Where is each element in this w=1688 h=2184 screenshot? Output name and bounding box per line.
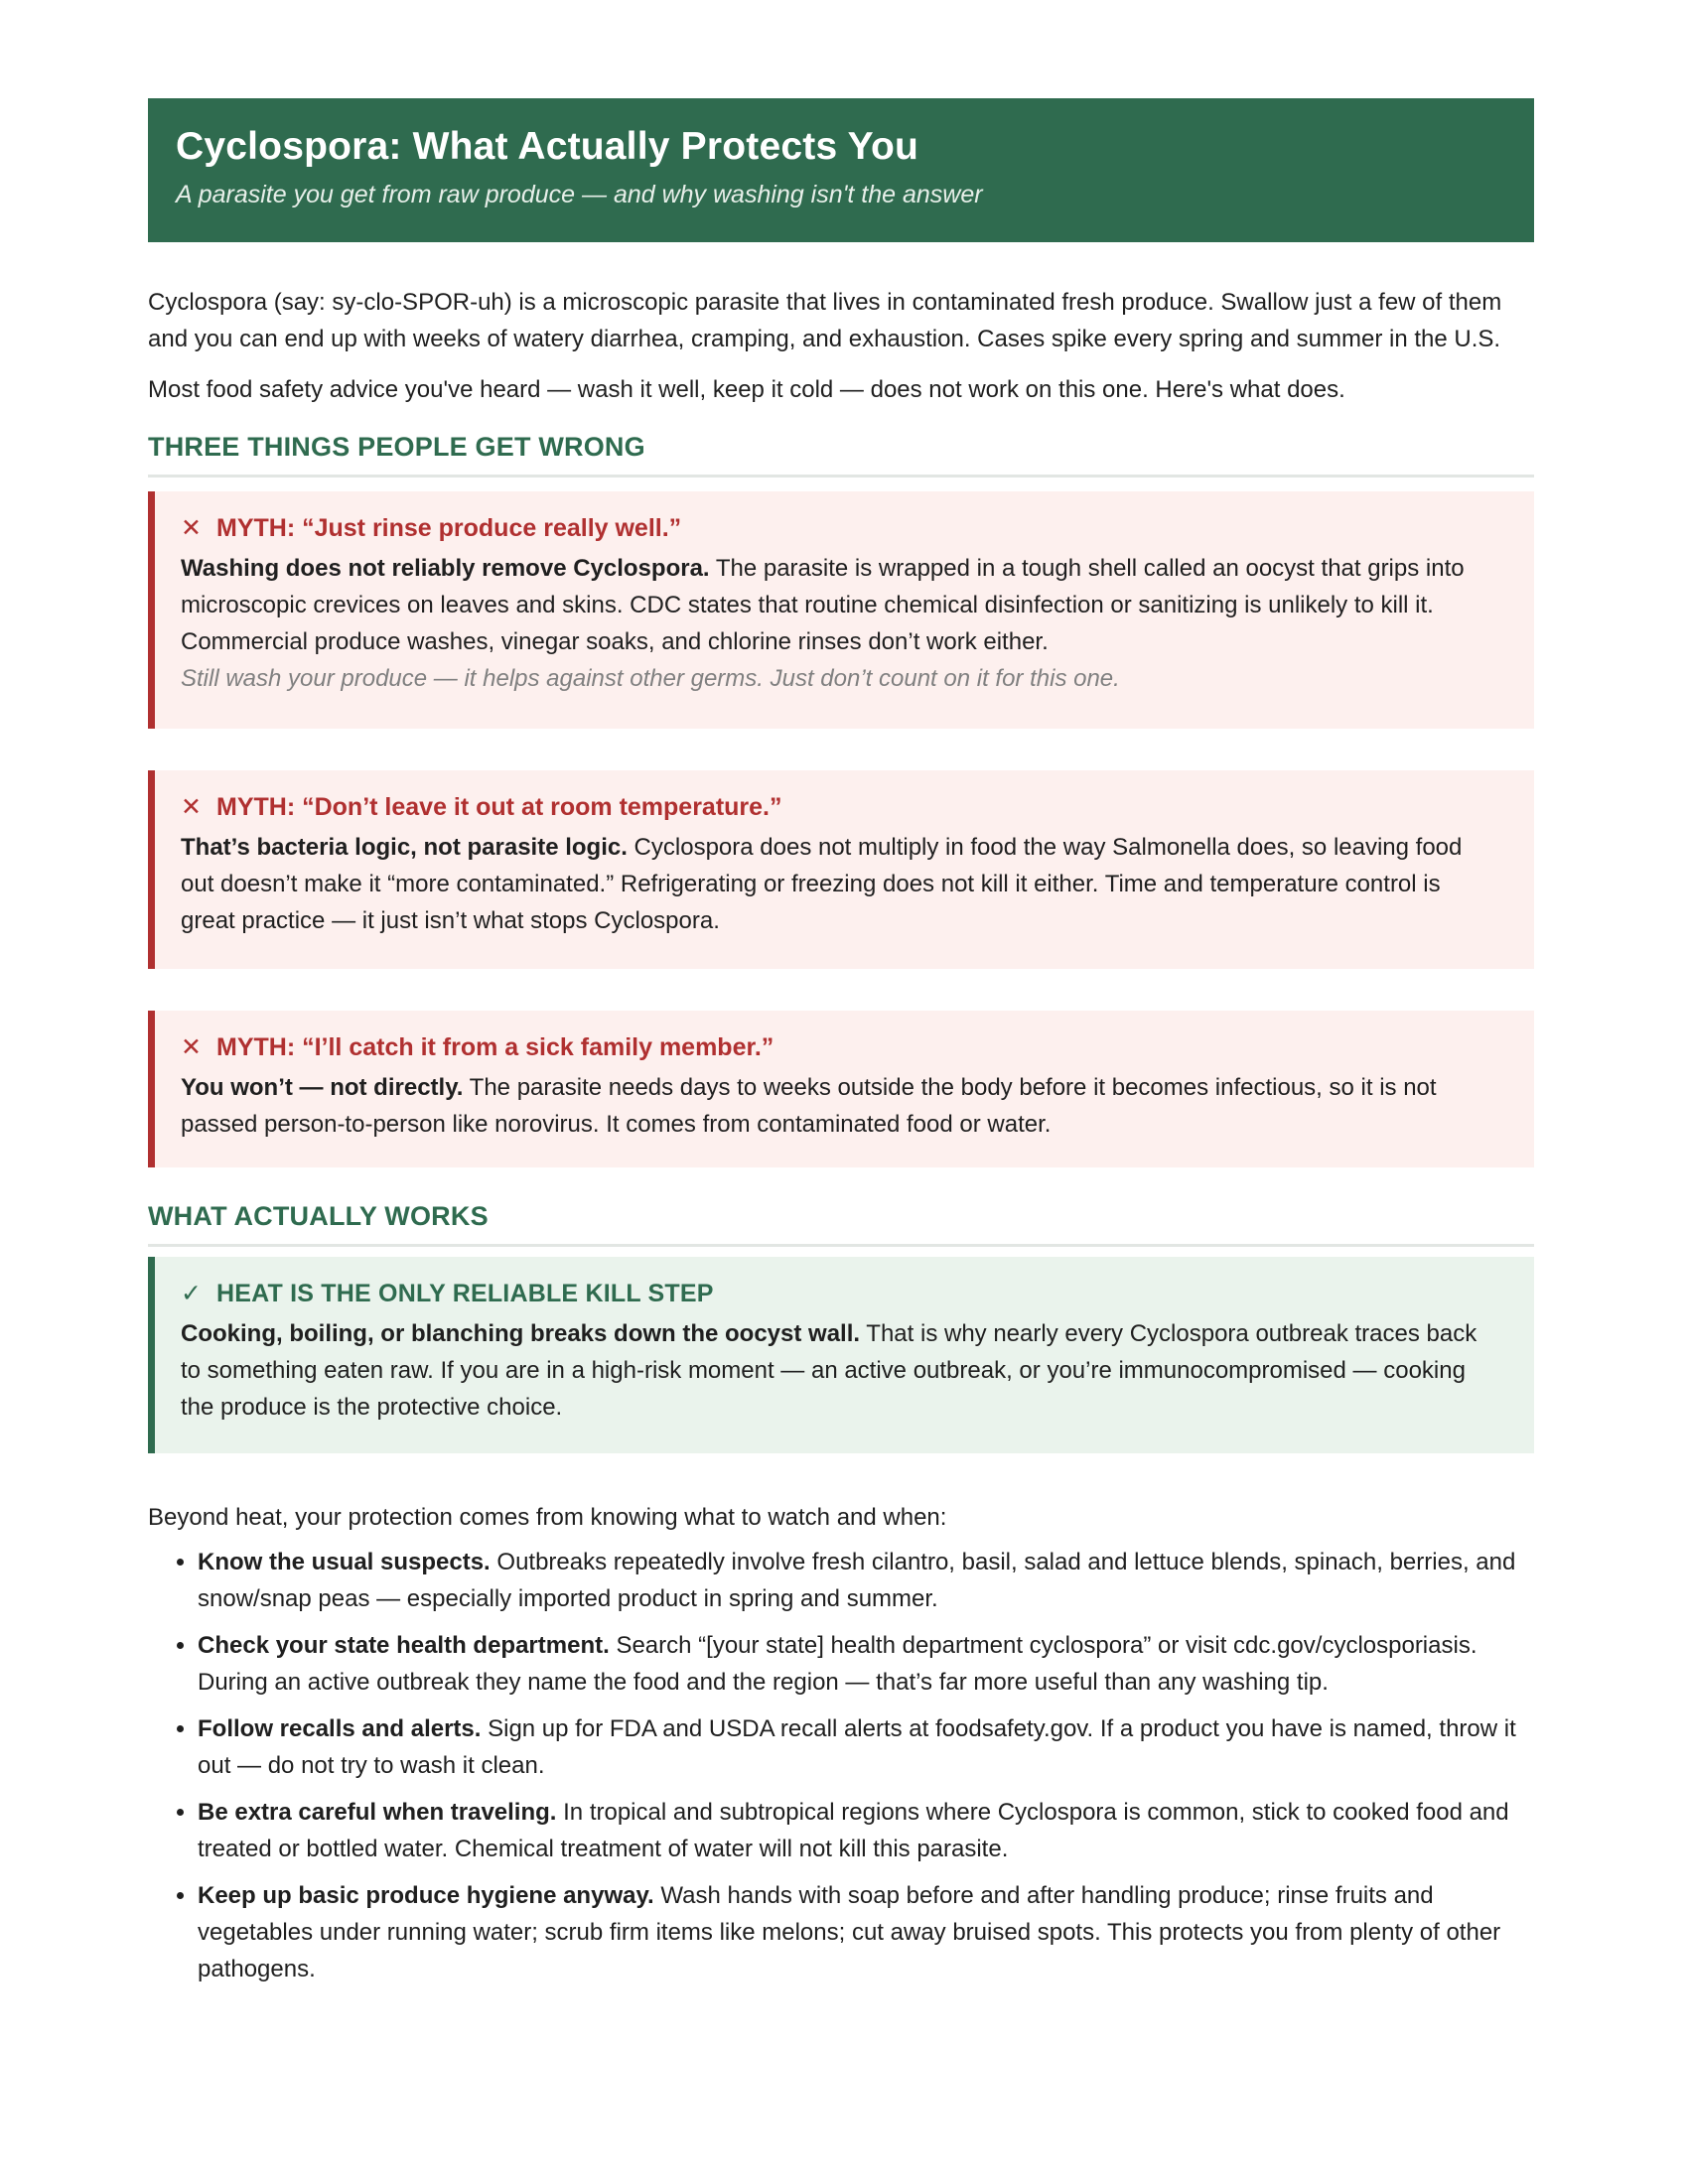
list-item-text: In tropical and subtropical regions where Cyclospora is common, stick to cooked food and treated or bottled water. Chemical treatment of water will not kill this parasite. bbox=[198, 1799, 1509, 1862]
fact-body bbox=[181, 1315, 1498, 1426]
fact-lead: Cooking, boiling, or blanching breaks down the oocyst wall. bbox=[181, 1320, 861, 1347]
list-item-lead: Be extra careful when traveling. bbox=[198, 1799, 557, 1826]
myth-note-1: Still wash your produce — it helps against other germs. Just don’t count on it for this one. bbox=[181, 665, 1120, 692]
myth-callout-1 bbox=[148, 491, 1534, 729]
list-item-lead: Follow recalls and alerts. bbox=[198, 1715, 482, 1742]
list-item-text: Wash hands with soap before and after handling produce; rinse fruits and vegetables under running water; scrub firm items like melons; cut away bruised spots. This protects you from plenty of other pathogens. bbox=[198, 1882, 1501, 1982]
list-item-lead: Check your state health department. bbox=[198, 1632, 610, 1659]
list-item-text: Sign up for FDA and USDA recall alerts at foodsafety.gov. If a product you have is named, throw it out — do not try to wash it clean. bbox=[198, 1715, 1516, 1779]
myth-body-2 bbox=[181, 829, 1498, 939]
myth-callout-3 bbox=[148, 1011, 1534, 1167]
protection-list bbox=[148, 1544, 1534, 1987]
cross-icon: ✕ bbox=[181, 793, 202, 821]
myth-title-text-2: MYTH: “Don’t leave it out at room temperature.” bbox=[216, 793, 782, 821]
page-title: Cyclospora: What Actually Protects You bbox=[176, 125, 919, 168]
fact-callout bbox=[148, 1257, 1534, 1453]
document-page bbox=[148, 98, 1534, 1997]
fact-title-text: HEAT IS THE ONLY RELIABLE KILL STEP bbox=[216, 1280, 714, 1307]
intro bbox=[148, 284, 1534, 408]
intro-paragraph-1: Cyclospora (say: sy-clo-SPOR-uh) is a microscopic parasite that lives in contaminated fresh produce. Swallow just a few of them and you can end up with weeks of watery diarrhea, cramping, and exhaustion. Cases spike every spring and summer in the U.S. bbox=[148, 289, 1502, 352]
list-item bbox=[198, 1877, 1534, 1987]
fact-text: That is why nearly every Cyclospora outbreak traces back to something eaten raw. If you are in a high-risk moment — an active outbreak, or you’re immunocompromised — cooking the produce is the protective choice. bbox=[181, 1320, 1477, 1421]
myth-lead-1: Washing does not reliably remove Cyclospora. bbox=[181, 555, 710, 582]
list-item bbox=[198, 1794, 1534, 1867]
list-item bbox=[198, 1627, 1534, 1701]
fact-title bbox=[181, 1277, 1498, 1310]
myth-body-3 bbox=[181, 1069, 1498, 1143]
cross-icon: ✕ bbox=[181, 1033, 202, 1061]
myth-text-3: The parasite needs days to weeks outside the body before it becomes infectious, so it is not passed person-to-person like norovirus. It comes from contaminated food or water. bbox=[181, 1074, 1437, 1138]
myths-heading: THREE THINGS PEOPLE GET WRONG bbox=[148, 432, 1534, 478]
bullets-intro: Beyond heat, your protection comes from knowing what to watch and when: bbox=[148, 1504, 947, 1531]
title-banner bbox=[148, 98, 1534, 242]
myth-lead-3: You won’t — not directly. bbox=[181, 1074, 464, 1101]
myth-text-2: Cyclospora does not multiply in food the way Salmonella does, so leaving food out doesn’t make it “more contaminated.” Refrigerating or freezing does not kill it either. Time and temperature control is great practice — it just isn’t what stops Cyclospora. bbox=[181, 834, 1463, 934]
cross-icon: ✕ bbox=[181, 514, 202, 542]
list-item-lead: Know the usual suspects. bbox=[198, 1549, 491, 1575]
check-icon: ✓ bbox=[181, 1280, 203, 1307]
list-item-text: Search “[your state] health department cyclospora” or visit cdc.gov/cyclosporiasis. During an active outbreak they name the food and the region — that’s far more useful than any washing tip. bbox=[198, 1632, 1477, 1696]
myth-text-1: The parasite is wrapped in a tough shell called an oocyst that grips into microscopic crevices on leaves and skins. CDC states that routine chemical disinfection or sanitizing is unlikely to kill it. Commercial produce washes, vinegar soaks, and chlorine rinses don’t work either. bbox=[181, 555, 1465, 655]
myth-title-2 bbox=[181, 790, 1498, 824]
myth-lead-2: That’s bacteria logic, not parasite logic. bbox=[181, 834, 628, 861]
myth-callout-2 bbox=[148, 770, 1534, 969]
myth-body-1 bbox=[181, 550, 1498, 660]
page-subtitle: A parasite you get from raw produce — and why washing isn't the answer bbox=[176, 181, 983, 208]
list-item-text: Outbreaks repeatedly involve fresh cilantro, basil, salad and lettuce blends, spinach, berries, and snow/snap peas — especially imported product in spring and summer. bbox=[198, 1549, 1516, 1612]
myth-title-3 bbox=[181, 1030, 1498, 1064]
list-item bbox=[198, 1710, 1534, 1784]
myth-title-text-1: MYTH: “Just rinse produce really well.” bbox=[216, 514, 682, 542]
list-item-lead: Keep up basic produce hygiene anyway. bbox=[198, 1882, 654, 1909]
myth-title-1 bbox=[181, 511, 1498, 545]
list-item bbox=[198, 1544, 1534, 1617]
intro-paragraph-2: Most food safety advice you've heard — wash it well, keep it cold — does not work on this one. Here's what does. bbox=[148, 376, 1345, 403]
myth-title-text-3: MYTH: “I’ll catch it from a sick family member.” bbox=[216, 1033, 774, 1061]
works-heading: WHAT ACTUALLY WORKS bbox=[148, 1201, 1534, 1247]
